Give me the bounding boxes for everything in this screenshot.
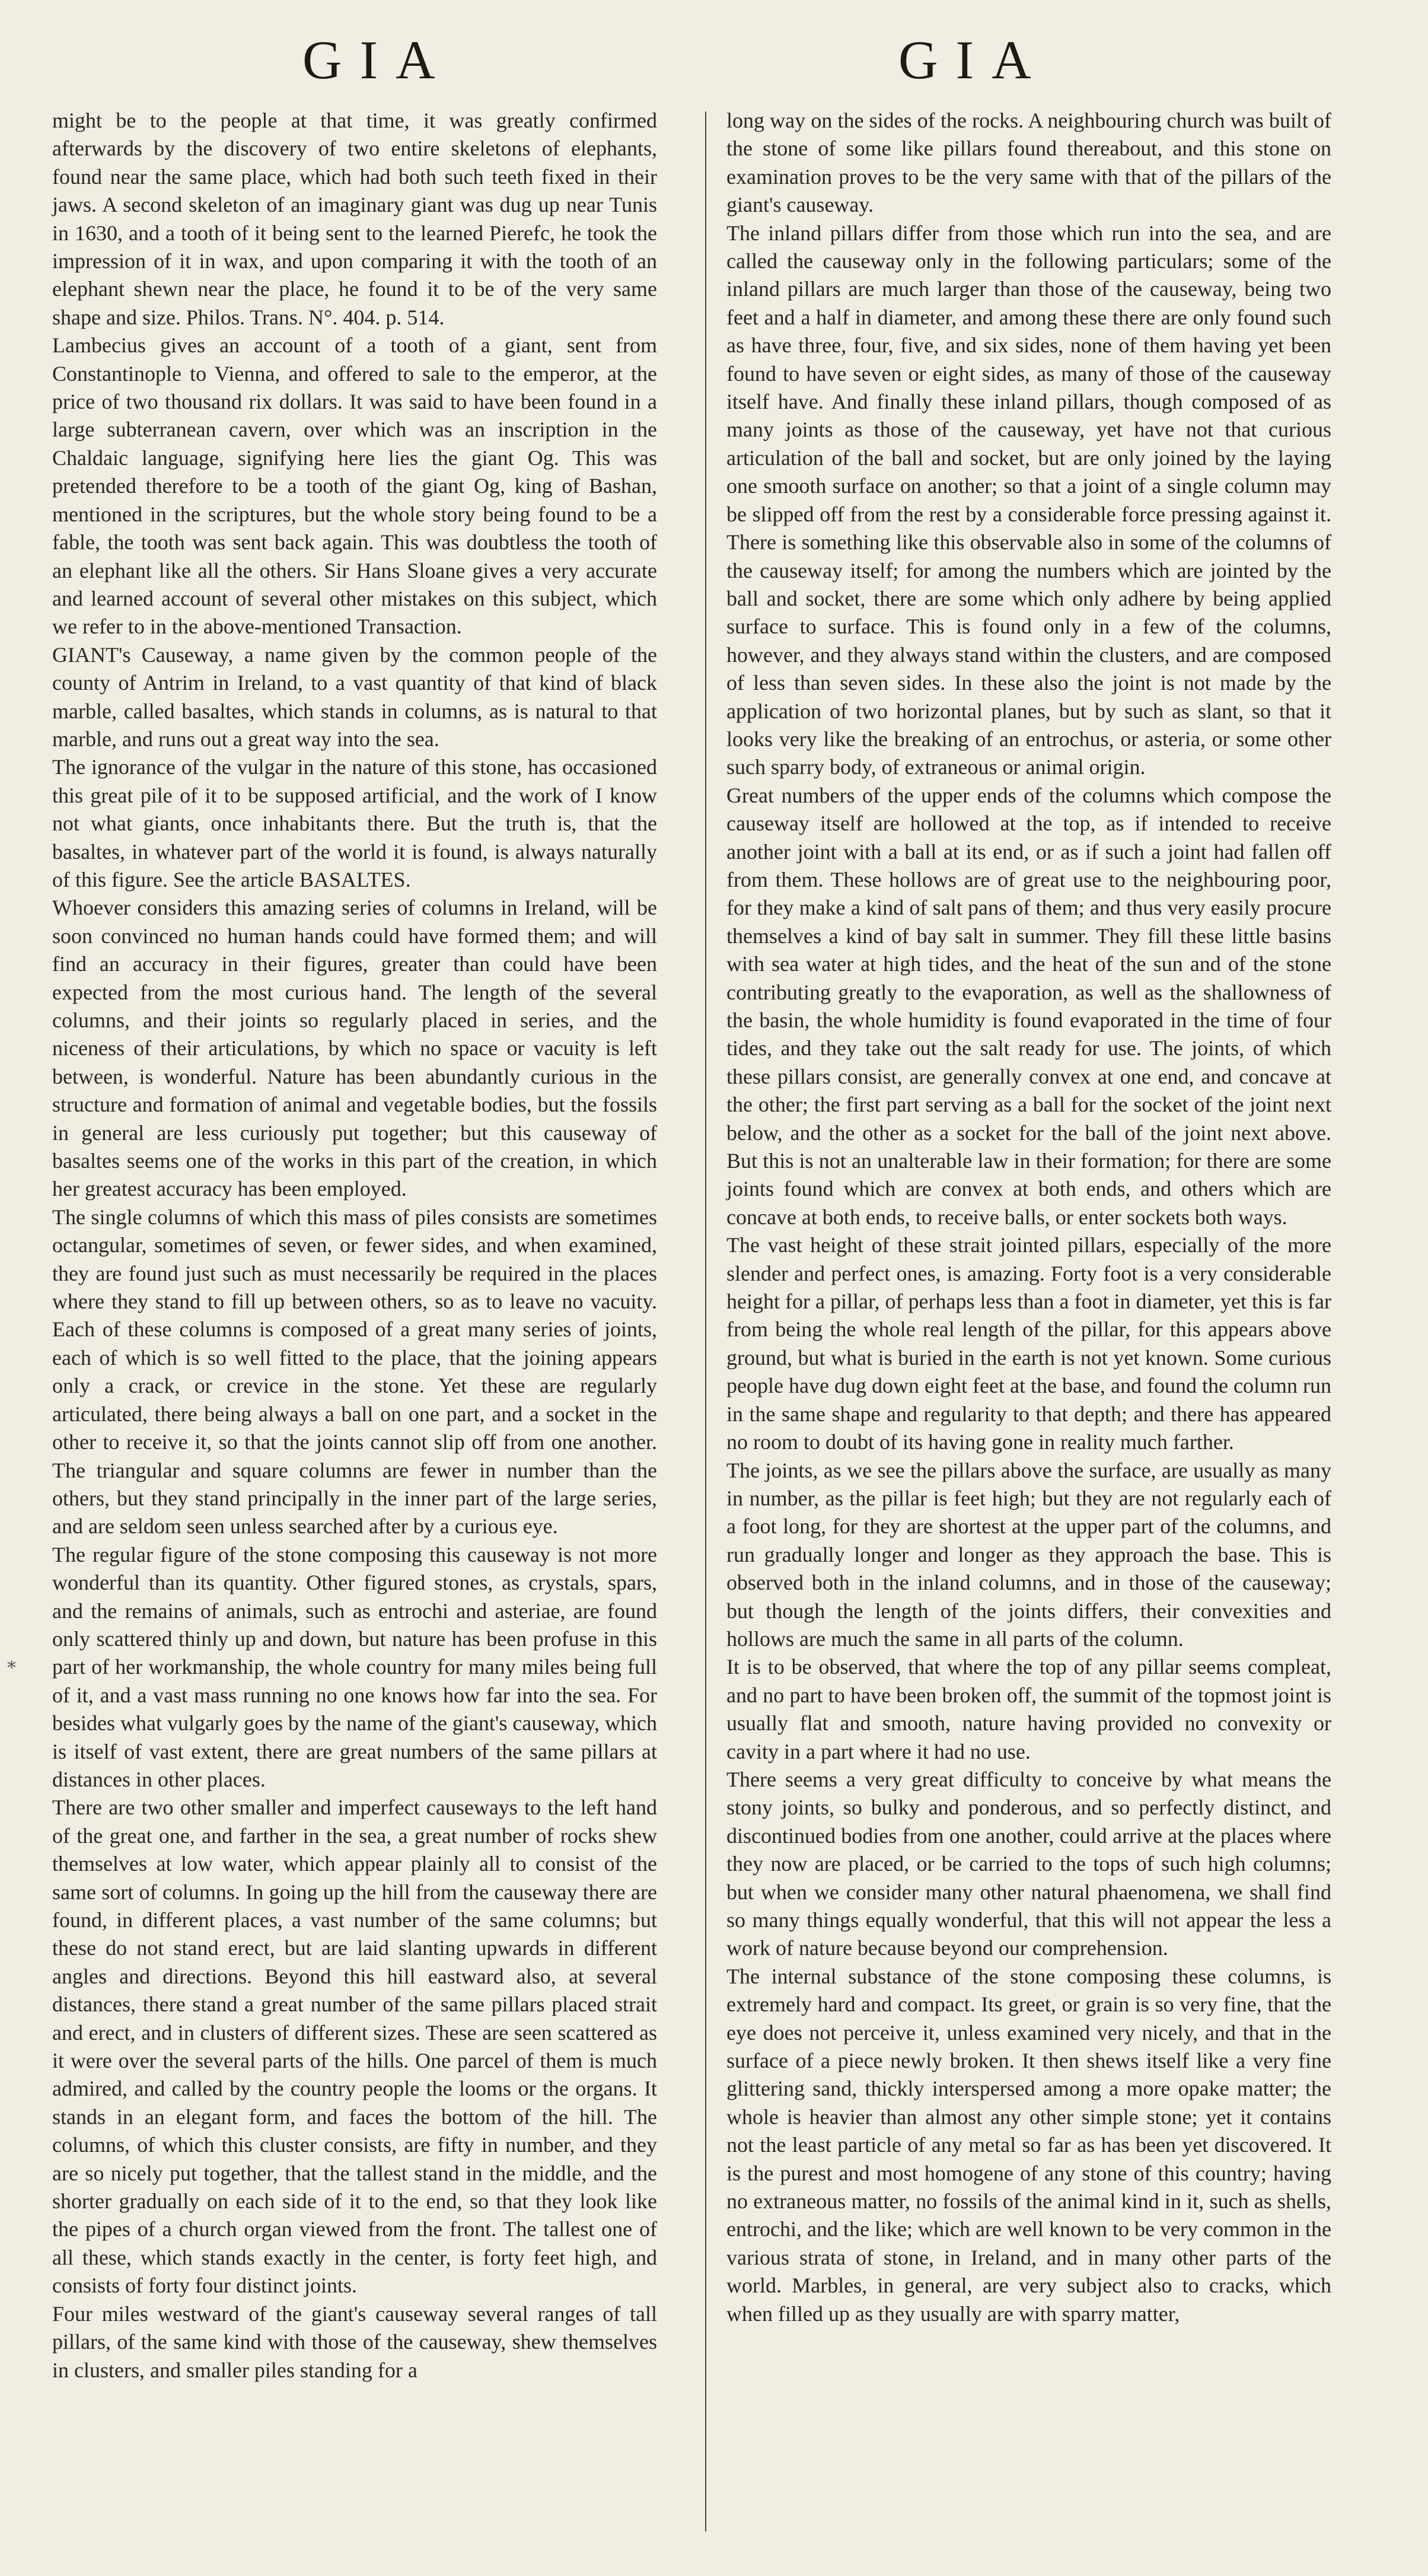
paragraph: The vast height of these strait jointed pillars, especially of the more slender and perfect ones, is amazing. Forty foot is a very considerable height for a pillar, of perhaps less than a foot in diameter, yet this is far from being the whole real length of the pillar, for this appears above ground, but what is buried in the earth is not yet known. Some curious people have dug down eight feet at the base, and found the column run in the same shape and regularity to that depth; and there has appeared no room to doubt of its having gone in reality much farther.: [726, 1233, 1331, 1454]
paragraph: The joints, as we see the pillars above the surface, are usually as many in number, as the pillar is feet high; but they are not regularly each of a foot long, for they are shortest at the upper part of the columns, and run gradually longer and longer as they approach the base. This is observed both in the inland columns, and in those of the causeway; but though the length of the joints differs, their convexities and hollows are much the same in all parts of the column.: [726, 1458, 1331, 1651]
paragraph: long way on the sides of the rocks. A neighbouring church was built of the stone of some like pillars found thereabout, and this stone on examination proves to be the very same with that of the pillars of the giant's causeway.: [726, 109, 1331, 217]
paragraph: Whoever considers this amazing series of columns in Ireland, will be soon convinced no human hands could have formed them; and will find an accuracy in their figures, greater than could have been expected from the most curious hand. The length of the several columns, and their joints so regularly placed in series, and the niceness of their articulations, by which no space or vacuity is left between, is wonderful. Nature has been abundantly curious in the structure and formation of animal and vegetable bodies, but the fossils in general are less curiously put together; but this causeway of basaltes seems one of the works in this part of the creation, in which her greatest accuracy has been employed.: [52, 896, 657, 1201]
right-column: [726, 107, 1331, 2328]
column-divider: [705, 112, 706, 2532]
paragraph: might be to the people at that time, it was greatly confirmed afterwards by the discovery of two entire skeletons of elephants, found near the same place, which had both such teeth fixed in their jaws. A second skeleton of an imaginary giant was dug up near Tunis in 1630, and a tooth of it being sent to the learned Pierefc, he took the impression of it in wax, and upon comparing it with the tooth of an elephant shewn near the place, he found it to be of the very same shape and size. Philos. Trans. N°. 404. p. 514.: [52, 109, 657, 329]
paragraph: There are two other smaller and imperfect causeways to the left hand of the great one, and farther in the sea, a great number of rocks shew themselves at low water, which appear plainly all to consist of the same sort of columns. In going up the hill from the causeway there are found, in different places, a vast number of the same columns; but these do not stand erect, but are laid slanting upwards in different angles and directions. Beyond this hill eastward also, at several distances, there stand a great number of the same pillars placed strait and erect, and in clusters of different sizes. These are seen scattered as it were over the several parts of the hills. One parcel of them is much admired, and called by the country people the looms or the organs. It stands in an elegant form, and faces the bottom of the hill. The columns, of which this cluster consists, are fifty in number, and they are so nicely put together, that the tallest stand in the middle, and the shorter gradually on each side of it to the end, so that they look like the pipes of a church organ viewed from the front. The tallest one of all these, which stands exactly in the center, is forty feet high, and consists of forty four distinct joints.: [52, 1795, 657, 2298]
paragraph: Four miles westward of the giant's causeway several ranges of tall pillars, of the same kind with those of the causeway, shew themselves in clusters, and smaller piles standing for a: [52, 2301, 657, 2382]
paragraph: The internal substance of the stone composing these columns, is extremely hard and compact. Its greet, or grain is so very fine, that the eye does not perceive it, unless examined very nicely, and that in the surface of a piece newly broken. It then shews itself like a very fine glittering sand, thickly interspersed among a more opake matter; the whole is heavier than almost any other simple stone; yet it contains not the least particle of any metal so far as has been yet discovered. It is the purest and most homogene of any stone of this country; having no extraneous matter, no fossils of the animal kind in it, such as shells, entrochi, and the like; which are well known to be very common in the various strata of stone, in Ireland, and in many other parts of the world. Marbles, in general, are very subject also to cracks, which when filled up as they usually are with sparry matter,: [726, 1964, 1331, 2326]
running-head-right: GIA: [898, 30, 1049, 90]
left-column: [52, 107, 657, 2384]
paragraph: The single columns of which this mass of piles consists are sometimes octangular, sometimes of seven, or fewer sides, and when examined, they are found just such as must necessarily be required in the places where they stand to fill up between others, so as to leave no vacuity. Each of these columns is composed of a great many series of joints, each of which is so well fitted to the place, that the joining appears only a crack, or crevice in the stone. Yet these are regularly articulated, there being always a ball on one part, and a socket in the other to receive it, so that the joints cannot slip off from one another. The triangular and square columns are fewer in number than the others, but they stand principally in the inner part of the large series, and are seldom seen unless searched after by a curious eye.: [52, 1205, 657, 1539]
paragraph: The regular figure of the stone composing this causeway is not more wonderful than its quantity. Other figured stones, as crystals, spars, and the remains of animals, such as entrochi and asteriae, are found only scattered thinly up and down, but nature has been profuse in this part of her workmanship, the whole country for many miles being full of it, and a vast mass running no one knows how far into the sea. For besides what vulgarly goes by the name of the giant's causeway, which is itself of vast extent, there are great numbers of the same pillars at distances in other places.: [52, 1542, 657, 1791]
paragraph: Great numbers of the upper ends of the columns which compose the causeway itself are hollowed at the top, as if intended to receive another joint with a ball at its end, or as if such a joint had fallen off from them. These hollows are of great use to the neighbouring poor, for they make a kind of salt pans of them; and thus very easily procure themselves a kind of bay salt in summer. They fill these little basins with sea water at high tides, and the heat of the sun and of the stone contributing greatly to the evaporation, as well as the shallowness of the basin, the whole humidity is found evaporated in the time of four tides, and they take out the salt ready for use. The joints, of which these pillars consist, are generally convex at one end, and concave at the other; the first part serving as a ball for the socket of the joint next below, and the other as a socket for the ball of the joint next above. But this is not an unalterable law in their formation; for there are some joints found which are convex at both ends, and others which are concave at both ends, to receive balls, or enter sockets both ways.: [726, 783, 1331, 1229]
paragraph: Lambecius gives an account of a tooth of a giant, sent from Constantinople to Vienna, and offered to sale to the emperor, at the price of two thousand rix dollars. It was said to have been found in a large subterranean cavern, over which was an inscription in the Chaldaic language, signifying here lies the giant Og. This was pretended therefore to be a tooth of the giant Og, king of Bashan, mentioned in the scriptures, but the whole story being found to be a fable, the tooth was sent back again. This was doubtless the tooth of an elephant like all the others. Sir Hans Sloane gives a very accurate and learned account of several other mistakes on this subject, which we refer to in the above-mentioned Transaction.: [52, 333, 657, 639]
margin-mark: ⁎: [7, 1652, 16, 1673]
paragraph: GIANT's Causeway, a name given by the common people of the county of Antrim in Ireland, to a vast quantity of that kind of black marble, called basaltes, which stands in columns, as is natural to that marble, and runs out a great way into the sea.: [52, 642, 657, 751]
paragraph: The inland pillars differ from those which run into the sea, and are called the causeway only in the following particulars; some of the inland pillars are much larger than those of the causeway, being two feet and a half in diameter, and among these there are only found such as have three, four, five, and six sides, none of them having yet been found to have seven or eight sides, as many of those of the causeway itself have. And finally these inland pillars, though composed of as many joints as those of the causeway, yet have not that curious articulation of the ball and socket, but are only joined by the laying one smooth surface on another; so that a joint of a single column may be slipped off from the rest by a considerable force pressing against it. There is something like this observable also in some of the columns of the causeway itself; for among the numbers which are jointed by the ball and socket, there are some which only adhere by being applied surface to surface. This is found only in a few of the columns, however, and they always stand within the clusters, and are composed of less than seven sides. In these also the joint is not made by the application of two horizontal planes, but by such as slant, so that it looks very like the breaking of an entrochus, or asteria, or some other such sparry body, of extraneous or animal origin.: [726, 221, 1331, 779]
paragraph: There seems a very great difficulty to conceive by what means the stony joints, so bulky and ponderous, and so perfectly distinct, and discontinued bodies from one another, could arrive at the places where they now are placed, or be carried to the tops of such high columns; but when we consider many other natural phaenomena, we shall find so many things equally wonderful, that this will not appear the less a work of nature because beyond our comprehension.: [726, 1767, 1331, 1960]
paragraph: It is to be observed, that where the top of any pillar seems compleat, and no part to have been broken off, the summit of the topmost joint is usually flat and smooth, nature having provided no convexity or cavity in a part where it had no use.: [726, 1655, 1331, 1763]
running-head-left: GIA: [302, 30, 453, 90]
paragraph: The ignorance of the vulgar in the nature of this stone, has occasioned this great pile of it to be supposed artificial, and the work of I know not what giants, once inhabitants there. But the truth is, that the basaltes, in whatever part of the world it is found, is always naturally of this figure. See the article BASALTES.: [52, 755, 657, 891]
